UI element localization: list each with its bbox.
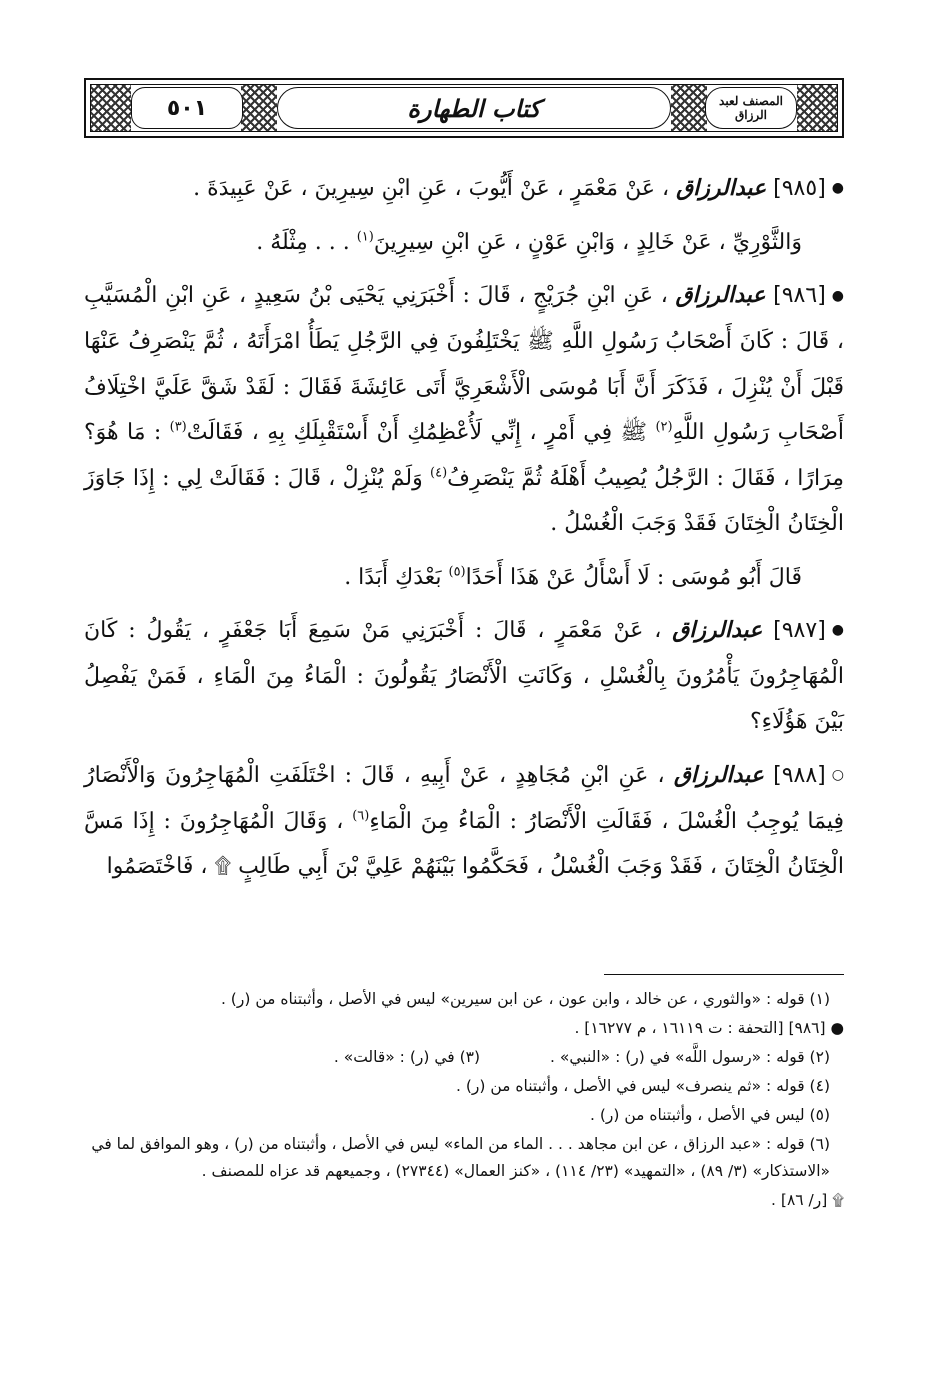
hadith-text: . . . مِثْلَهُ .: [256, 229, 350, 255]
footnote-ref: (٦): [352, 808, 370, 824]
footnote-3: (٣) في (ر) : «قالت» .: [333, 1048, 481, 1066]
hadith-text: ، عَنْ مَعْمَرٍ ، قَالَ : أَخْبَرَنِي مَنْ سَمِعَ أَبَا جَعْفَرٍ ، يَقُولُ : كَانَ الْمُهَاجِرُونَ يَأْمُرُونَ بِالْغُسْلِ ، وَكَانَتِ الْأَنْصَارُ يَقُولُونَ : الْمَاءُ مِنَ الْمَاءِ ، فَمَنْ يَفْصِلُ بَيْنَ هَؤُلَاءِ؟: [84, 618, 844, 735]
header-frame: [90, 84, 838, 132]
hadith-number: [٩٨٥]: [773, 176, 826, 201]
hadith-number: [٩٨٦]: [773, 283, 826, 309]
hadith-marker: ●: [831, 180, 844, 197]
ornament-left-inner-icon: [241, 85, 277, 131]
narrator-name: عبدالرزاق: [676, 175, 767, 201]
narrator-name: عبدالرزاق: [672, 617, 763, 643]
footnote-row: [84, 1044, 844, 1071]
hadith-marker: ●: [831, 287, 844, 304]
footnote-2: (٢) قوله : «رسول اللَّه» في (ر) : «النبي» .: [550, 1048, 830, 1066]
hadith-985-continuation: [84, 220, 844, 266]
ornament-right-inner-icon: [671, 85, 707, 131]
footnote-ref: (١): [356, 229, 374, 245]
hadith-985: [84, 166, 844, 212]
abu-musa-statement: [84, 555, 844, 601]
narrator-name: عبدالرزاق: [675, 282, 766, 309]
footnotes: [84, 986, 844, 1216]
footnote-4: (٤) قوله : «ثم ينصرف» ليس في الأصل ، وأثبتناه من (ر) .: [455, 1077, 830, 1095]
footnote-ref: (٢): [655, 419, 673, 435]
main-text: [84, 166, 844, 898]
ornament-right-icon: [797, 85, 837, 131]
footnote-ref: (٤): [430, 465, 448, 481]
hadith-text: بَعْدَكِ أَبَدًا .: [344, 564, 442, 590]
footnote-1: (١) قوله : «والثوري ، عن خالد ، وابن عون ، عن ابن سيرين» ليس في الأصل ، وأثبتناه من (ر) .: [220, 990, 830, 1008]
hadith-marker: ○: [831, 767, 844, 783]
hadith-number: [٩٨٧]: [773, 618, 826, 643]
footnote-6: (٦) قوله : «عبد الرزاق ، عن ابن مجاهد . . . الماء من الماء» ليس في الأصل ، وأثبتناه من (ر) ، وهو الموافق لما في «الاستذكار» (٣/ ٨٩) ، «التمهيد» (٢٣/ ١١٤) ، «كنز العمال» (٢٧٣٤٤) ، وجميعهم قد عزاه للمصنف .: [91, 1135, 830, 1180]
footnote-5: (٥) ليس في الأصل ، وأثبتناه من (ر) .: [590, 1106, 830, 1124]
page-number-box: [131, 87, 243, 129]
takhrij-note: ● [٩٨٦] [التحفة : ت ١٦١١٩ ، م ١٦٢٧٧] .: [574, 1019, 844, 1037]
hadith-number: [٩٨٨]: [773, 762, 826, 788]
hadith-text: ، عَنِ ابْنِ جُرَيْجٍ ، قَالَ : أَخْبَرَنِي يَحْيَى بْنُ سَعِيدٍ ، عَنِ ابْنِ الْمُسَيَّبِ ، قَالَ : كَانَ أَصْحَابُ رَسُولِ اللَّهِ ﷺ يَخْتَلِفُونَ فِي الرَّجُلِ يَطَأُ امْرَأَتَهُ ، ثُمَّ يَنْصَرِفُ عَنْهَا قَبْلَ أَنْ يُنْزِلَ ، فَذَكَرَ أَنَّ أَبَا مُوسَى الْأَشْعَرِيَّ أَتَى عَائِشَةَ فَقَالَ : لَقَدْ شَقَّ عَلَيَّ اخْتِلَافُ أَصْحَابِ رَسُولِ اللَّهِ: [84, 283, 845, 445]
page-number: ٥٠١: [166, 95, 208, 121]
hadith-text: قَالَ أَبُو مُوسَى : لَا أَسْأَلُ عَنْ هَذَا أَحَدًا: [465, 564, 802, 590]
hadith-986: [84, 273, 844, 546]
hadith-text: : مَا هُوَ؟ مِرَارًا ، فَقَالَ : الرَّجُلُ يُصِيبُ أَهْلَهُ ثُمَّ يَنْصَرِفُ: [84, 420, 845, 491]
hadith-text: وَلَمْ يُنْزِلْ ، قَالَ : فَقَالَتْ لِي : إِذَا جَاوَزَ الْخِتَانُ الْخِتَانَ فَقَدْ وَجَبَ الْغُسْلُ .: [84, 465, 844, 536]
book-title: كتاب الطهارة: [407, 93, 541, 123]
series-logo: المصنف لعبد الرزاق: [719, 94, 783, 122]
hadith-text: وَالثَّوْرِيِّ ، عَنْ خَالِدٍ ، وَابْنِ عَوْنٍ ، عَنِ ابْنِ سِيرِينَ: [373, 229, 802, 255]
title-box: [277, 87, 671, 129]
footnote-ref: (٥): [448, 564, 466, 580]
hadith-text: ، عَنْ مَعْمَرٍ ، عَنْ أَيُّوبَ ، عَنِ ابْنِ سِيرِينَ ، عَنْ عَبِيدَةَ .: [193, 176, 670, 201]
hadith-987: [84, 608, 844, 745]
hadith-988: [84, 753, 844, 890]
series-logo-box: [705, 87, 797, 129]
page-header: [84, 78, 844, 138]
ornament-left-icon: [91, 85, 131, 131]
hadith-text: ، وَقَالَ الْمُهَاجِرُونَ : إِذَا مَسَّ الْخِتَانُ الْخِتَانَ ، فَقَدْ وَجَبَ الْغُسْلُ ، فَحَكَّمُوا بَيْنَهُمْ عَلِيَّ بْنَ أَبِي طَالِبٍ ۩ ، فَاخْتَصَمُوا: [84, 808, 844, 879]
footnote-ref: (٣): [169, 419, 187, 435]
hadith-text: ﷺ فِي أَمْرٍ ، إِنِّي لَأُعْظِمُكِ أَنْ أَسْتَقْبِلَكِ بِهِ ، فَقَالَتْ: [186, 420, 648, 445]
narrator-name: عبدالرزاق: [673, 761, 764, 788]
footnote-divider: [604, 974, 844, 975]
folio-note: ۩ [ر/ ٨٦] .: [771, 1191, 844, 1209]
hadith-text: ، عَنِ ابْنِ مُجَاهِدٍ ، عَنْ أَبِيهِ ، قَالَ : اخْتَلَفَتِ الْمُهَاجِرُونَ وَالْأَنْصَارُ فِيمَا يُوجِبُ الْغُسْلَ ، فَقَالَتِ الْأَنْصَارُ : الْمَاءُ مِنَ الْمَاءِ: [84, 762, 844, 834]
hadith-marker: ●: [831, 622, 844, 639]
